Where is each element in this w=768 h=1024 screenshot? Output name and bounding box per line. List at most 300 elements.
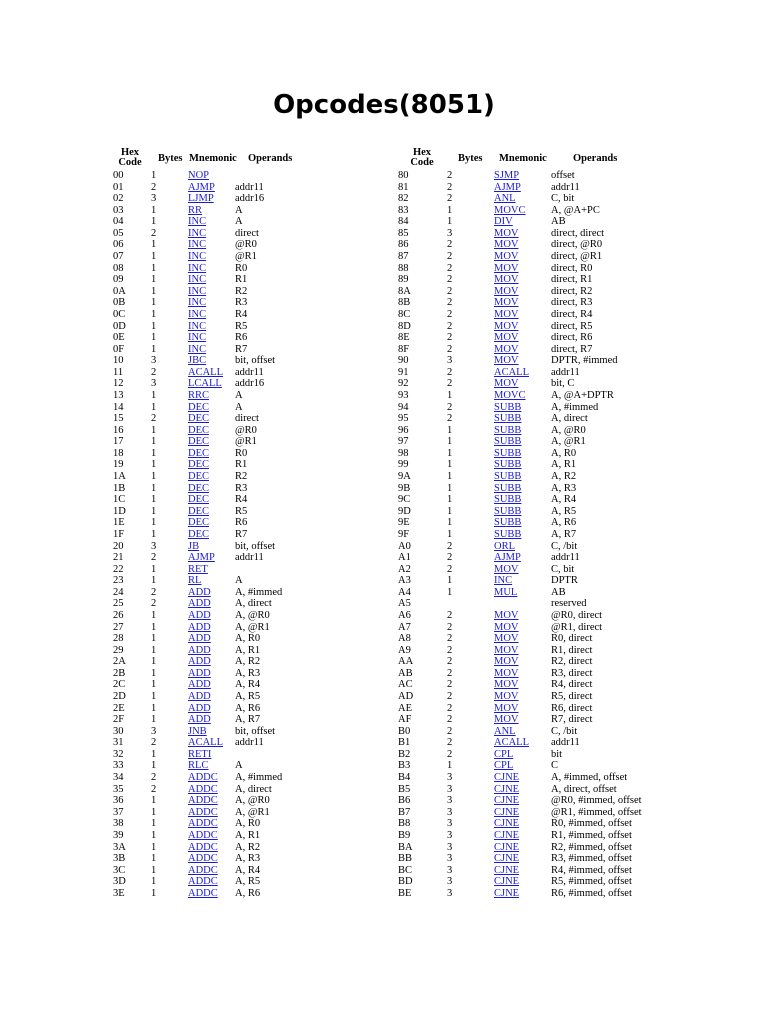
table-row [113, 575, 383, 587]
mnemonic-link[interactable]: DEC [188, 459, 209, 471]
mnemonic-link[interactable]: DEC [188, 517, 209, 529]
operands-cell: A, R0 [235, 633, 261, 645]
mnemonic-link[interactable]: MOV [494, 644, 519, 656]
hex-code-cell: 9E [398, 517, 410, 529]
operands-cell: R2, direct [551, 656, 593, 668]
table-row [113, 691, 383, 703]
mnemonic-link[interactable]: MOVC [494, 389, 526, 401]
mnemonic-link[interactable]: SUBB [494, 471, 522, 483]
table-row [113, 506, 383, 518]
table-row [113, 251, 383, 263]
bytes-cell: 1 [151, 714, 157, 726]
mnemonic-link[interactable]: MOV [494, 563, 519, 575]
operands-cell: @R0 [235, 239, 257, 251]
table-row [398, 390, 698, 402]
operands-cell: A [235, 575, 243, 587]
hex-code-cell: 9A [398, 471, 411, 483]
hex-code-cell: 17 [113, 436, 124, 448]
hex-code-cell: 02 [113, 193, 124, 205]
mnemonic-link[interactable]: ADDC [188, 806, 218, 818]
operands-cell: R6 [235, 517, 248, 529]
mnemonic-link[interactable]: INC [188, 274, 207, 286]
operands-cell: R5 [235, 505, 248, 517]
operands-cell: A, R5 [235, 876, 261, 888]
mnemonic-link[interactable]: ADDC [188, 795, 218, 807]
table-row [113, 448, 383, 460]
mnemonic-link[interactable]: JBC [188, 355, 207, 367]
mnemonic-link[interactable]: MOV [494, 656, 519, 668]
hex-code-cell: 87 [398, 251, 409, 263]
mnemonic-link[interactable]: MOV [494, 274, 519, 286]
table-row [398, 402, 698, 414]
bytes-cell: 2 [447, 297, 453, 309]
mnemonic-link[interactable]: MOVC [494, 204, 526, 216]
bytes-cell: 2 [447, 181, 453, 193]
mnemonic-link[interactable]: MOV [494, 332, 519, 344]
hex-code-cell: A0 [398, 540, 411, 552]
operands-cell: C, /bit [551, 540, 578, 552]
bytes-cell: 2 [151, 772, 157, 784]
hex-code-cell: 3A [113, 841, 126, 853]
hex-code-cell: 3D [113, 876, 126, 888]
mnemonic-link[interactable]: INC [188, 308, 207, 320]
operands-cell: A, R4 [235, 864, 261, 876]
mnemonic-link[interactable]: JNB [188, 725, 207, 737]
mnemonic-link[interactable]: AJMP [188, 181, 215, 193]
operands-cell: addr16 [235, 378, 265, 390]
hex-code-header [398, 148, 446, 168]
hex-code-cell: 0C [113, 308, 126, 320]
hex-code-cell: 9F [398, 528, 410, 540]
operands-cell: R1 [235, 459, 248, 471]
hex-code-cell: 38 [113, 818, 124, 830]
mnemonic-link[interactable]: CJNE [494, 829, 520, 841]
hex-code-cell: 8C [398, 308, 411, 320]
mnemonic-link[interactable]: CJNE [494, 783, 520, 795]
mnemonic-link[interactable]: MOV [494, 378, 519, 390]
mnemonic-link[interactable]: CJNE [494, 887, 520, 899]
mnemonic-link[interactable]: RETI [188, 748, 212, 760]
bytes-cell: 1 [151, 239, 157, 251]
operands-cell: A, R7 [551, 528, 577, 540]
mnemonic-link[interactable]: MUL [494, 586, 518, 598]
table-row [398, 842, 698, 854]
table-row [398, 471, 698, 483]
mnemonic-link[interactable]: DEC [188, 401, 209, 413]
mnemonic-link[interactable]: INC [188, 285, 207, 297]
hex-code-cell: 31 [113, 737, 124, 749]
mnemonic-link[interactable]: CJNE [494, 772, 520, 784]
hex-code-cell: 1E [113, 517, 125, 529]
hex-code-cell: 2E [113, 702, 125, 714]
hex-code-cell: 20 [113, 540, 124, 552]
bytes-cell: 1 [151, 436, 157, 448]
table-row [113, 459, 383, 471]
mnemonic-link[interactable]: ANL [494, 725, 516, 737]
mnemonic-link[interactable]: INC [188, 227, 207, 239]
table-row [113, 679, 383, 691]
mnemonic-link[interactable]: DEC [188, 413, 209, 425]
mnemonic-link[interactable]: MOV [494, 691, 519, 703]
hex-code-cell: BD [398, 876, 413, 888]
mnemonic-link[interactable]: SUBB [494, 447, 522, 459]
mnemonic-link[interactable]: ADD [188, 691, 211, 703]
hex-code-cell: 18 [113, 447, 124, 459]
operands-cell: R0 [235, 447, 248, 459]
mnemonic-link[interactable]: INC [188, 262, 207, 274]
bytes-cell: 1 [151, 459, 157, 471]
mnemonic-link[interactable]: MOV [494, 262, 519, 274]
operands-cell: DPTR, #immed [551, 355, 618, 367]
hex-code-cell: B0 [398, 725, 411, 737]
mnemonic-link[interactable]: MOV [494, 308, 519, 320]
bytes-cell: 2 [447, 714, 453, 726]
bytes-cell: 2 [447, 667, 453, 679]
bytes-cell: 1 [151, 424, 157, 436]
bytes-cell: 1 [151, 482, 157, 494]
bytes-cell: 3 [447, 227, 453, 239]
hex-code-header [113, 148, 147, 168]
bytes-cell: 1 [151, 818, 157, 830]
hex-code-cell: 1F [113, 528, 125, 540]
bytes-cell: 1 [151, 760, 157, 772]
mnemonic-link[interactable]: INC [188, 251, 207, 263]
operands-cell: @R1, direct [551, 621, 603, 633]
table-row [113, 297, 383, 309]
mnemonic-link[interactable]: LCALL [188, 378, 222, 390]
mnemonic-link[interactable]: AJMP [494, 552, 521, 564]
bytes-cell: 1 [151, 216, 157, 228]
mnemonic-link[interactable]: ADD [188, 621, 211, 633]
table-row [113, 760, 383, 772]
operands-cell: A, R2 [551, 471, 577, 483]
hex-code-cell: 8E [398, 332, 410, 344]
mnemonic-link[interactable]: ADDC [188, 887, 218, 899]
mnemonic-link[interactable]: MOV [494, 702, 519, 714]
mnemonic-link[interactable]: SUBB [494, 401, 522, 413]
table-row [398, 506, 698, 518]
mnemonic-link[interactable]: DEC [188, 424, 209, 436]
hex-code-cell: A6 [398, 609, 411, 621]
mnemonic-link[interactable]: ANL [494, 193, 516, 205]
table-row [113, 564, 383, 576]
mnemonic-link[interactable]: RRC [188, 389, 210, 401]
mnemonic-link[interactable]: DEC [188, 436, 209, 448]
hex-code-cell: 2F [113, 714, 125, 726]
operands-header: Operands [248, 153, 293, 164]
hex-header-line1: Hex [412, 147, 432, 158]
mnemonic-link[interactable]: ADDC [188, 876, 218, 888]
mnemonic-link[interactable]: SUBB [494, 459, 522, 471]
mnemonic-link[interactable]: INC [188, 216, 207, 228]
hex-code-cell: 04 [113, 216, 124, 228]
hex-code-cell: 9B [398, 482, 411, 494]
mnemonic-link[interactable]: ADD [188, 656, 211, 668]
mnemonic-link[interactable]: MOV [494, 343, 519, 355]
bytes-cell: 1 [447, 447, 453, 459]
table-row [113, 784, 383, 796]
bytes-cell: 2 [447, 320, 453, 332]
mnemonic-link[interactable]: ADD [188, 702, 211, 714]
bytes-cell: 3 [447, 887, 453, 899]
mnemonic-link[interactable]: ADD [188, 586, 211, 598]
mnemonic-link[interactable]: CJNE [494, 795, 520, 807]
mnemonic-link[interactable]: SUBB [494, 424, 522, 436]
bytes-cell: 2 [447, 262, 453, 274]
operands-cell: direct, R4 [551, 308, 593, 320]
bytes-cell: 2 [447, 540, 453, 552]
operands-cell: A, R6 [235, 702, 261, 714]
mnemonic-link[interactable]: ADDC [188, 841, 218, 853]
hex-code-cell: 99 [398, 459, 409, 471]
table-row [113, 853, 383, 865]
mnemonic-link[interactable]: DEC [188, 528, 209, 540]
bytes-cell: 2 [447, 621, 453, 633]
mnemonic-link[interactable]: LJMP [188, 193, 214, 205]
table-row [113, 541, 383, 553]
table-row [113, 274, 383, 286]
operands-cell: R0, #immed, offset [551, 818, 632, 830]
hex-header-line1: Hex [120, 147, 140, 158]
mnemonic-link[interactable]: SUBB [494, 482, 522, 494]
bytes-cell: 1 [151, 691, 157, 703]
table-row [398, 876, 698, 888]
operands-cell: addr11 [551, 181, 580, 193]
mnemonic-link[interactable]: INC [188, 343, 207, 355]
mnemonic-link[interactable]: SUBB [494, 528, 522, 540]
mnemonic-link[interactable]: MOV [494, 227, 519, 239]
hex-code-cell: A4 [398, 586, 411, 598]
table-row [113, 263, 383, 275]
bytes-cell: 1 [151, 702, 157, 714]
operands-cell: @R1 [235, 251, 257, 263]
bytes-cell: 2 [447, 691, 453, 703]
table-row [113, 876, 383, 888]
mnemonic-link[interactable]: ADDC [188, 818, 218, 830]
operands-cell: R3, direct [551, 667, 593, 679]
operands-cell: offset [551, 170, 575, 181]
mnemonic-link[interactable]: ADDC [188, 772, 218, 784]
bytes-cell: 2 [447, 170, 453, 181]
mnemonic-link[interactable]: RR [188, 204, 203, 216]
operands-cell: bit, offset [235, 725, 276, 737]
bytes-cell: 1 [151, 864, 157, 876]
bytes-cell: 3 [151, 355, 157, 367]
hex-code-cell: 07 [113, 251, 124, 263]
operands-cell: direct, R6 [551, 332, 593, 344]
operands-cell: bit, offset [235, 355, 276, 367]
mnemonic-link[interactable]: DEC [188, 471, 209, 483]
table-row [398, 888, 698, 900]
table-row [398, 193, 698, 205]
mnemonic-link[interactable]: NOP [188, 170, 210, 181]
bytes-cell: 1 [151, 806, 157, 818]
mnemonic-link[interactable]: SUBB [494, 436, 522, 448]
hex-code-cell: 33 [113, 760, 124, 772]
mnemonic-link[interactable]: DEC [188, 505, 209, 517]
operands-cell: R4, #immed, offset [551, 864, 632, 876]
hex-code-cell: AC [398, 679, 413, 691]
mnemonic-link[interactable]: CPL [494, 748, 514, 760]
table-row [398, 448, 698, 460]
mnemonic-link[interactable]: DEC [188, 494, 209, 506]
mnemonic-link[interactable]: RL [188, 575, 202, 587]
mnemonic-link[interactable]: MOV [494, 621, 519, 633]
table-row [398, 691, 698, 703]
mnemonic-link[interactable]: SUBB [494, 517, 522, 529]
mnemonic-link[interactable]: MOV [494, 679, 519, 691]
hex-code-cell: 05 [113, 227, 124, 239]
hex-code-cell: B3 [398, 760, 411, 772]
operands-cell: AB [551, 586, 566, 598]
mnemonic-link[interactable]: ACALL [494, 737, 529, 749]
mnemonic-link[interactable]: MOV [494, 714, 519, 726]
bytes-cell: 3 [151, 378, 157, 390]
hex-code-cell: 1C [113, 494, 126, 506]
bytes-cell: 1 [151, 876, 157, 888]
mnemonic-link[interactable]: ADD [188, 679, 211, 691]
operands-cell: addr11 [551, 737, 580, 749]
mnemonic-link[interactable]: CPL [494, 760, 514, 772]
table-row [113, 830, 383, 842]
table-header [398, 148, 698, 170]
operands-cell: direct [235, 227, 259, 239]
mnemonic-link[interactable]: SUBB [494, 413, 522, 425]
operands-cell: R7 [235, 343, 248, 355]
mnemonic-link[interactable]: JB [188, 540, 200, 552]
mnemonic-link[interactable]: ACALL [188, 737, 223, 749]
mnemonic-link[interactable]: AJMP [494, 181, 521, 193]
mnemonic-link[interactable]: DIV [494, 216, 513, 228]
mnemonic-link[interactable]: INC [188, 332, 207, 344]
hex-code-cell: 24 [113, 586, 124, 598]
operands-cell: A, R2 [235, 656, 261, 668]
mnemonic-link[interactable]: MOV [494, 285, 519, 297]
mnemonic-link[interactable]: MOV [494, 297, 519, 309]
operands-cell: bit, offset [235, 540, 276, 552]
mnemonic-link[interactable]: ACALL [188, 366, 223, 378]
mnemonic-link[interactable]: ORL [494, 540, 515, 552]
bytes-cell: 1 [151, 679, 157, 691]
mnemonic-link[interactable]: MOV [494, 633, 519, 645]
operands-cell: A, R0 [551, 447, 577, 459]
bytes-cell: 3 [447, 864, 453, 876]
bytes-cell: 3 [447, 876, 453, 888]
mnemonic-link[interactable]: ADDC [188, 853, 218, 865]
mnemonic-link[interactable]: INC [188, 297, 207, 309]
bytes-cell: 3 [447, 783, 453, 795]
mnemonic-link[interactable]: ADD [188, 609, 211, 621]
mnemonic-link[interactable]: ADD [188, 598, 211, 610]
mnemonic-link[interactable]: ACALL [494, 366, 529, 378]
mnemonic-link[interactable]: CJNE [494, 841, 520, 853]
bytes-cell: 1 [151, 332, 157, 344]
operands-header: Operands [573, 153, 618, 164]
mnemonic-link[interactable]: CJNE [494, 876, 520, 888]
operands-cell: A, #immed [235, 772, 283, 784]
table-row [113, 703, 383, 715]
mnemonic-link[interactable]: DEC [188, 447, 209, 459]
table-row [113, 355, 383, 367]
mnemonic-link[interactable]: CJNE [494, 818, 520, 830]
mnemonic-link[interactable]: INC [494, 575, 513, 587]
bytes-cell: 2 [151, 586, 157, 598]
bytes-cell: 1 [151, 795, 157, 807]
mnemonic-link[interactable]: MOV [494, 667, 519, 679]
hex-code-cell: 98 [398, 447, 409, 459]
table-row [113, 390, 383, 402]
operands-cell: direct, R1 [551, 274, 593, 286]
mnemonic-link[interactable]: SJMP [494, 170, 520, 181]
mnemonic-link[interactable]: RLC [188, 760, 209, 772]
table-row [398, 541, 698, 553]
mnemonic-link[interactable]: MOV [494, 239, 519, 251]
hex-code-cell: 97 [398, 436, 409, 448]
table-row [113, 622, 383, 634]
mnemonic-link[interactable]: ADDC [188, 783, 218, 795]
mnemonic-link[interactable]: CJNE [494, 864, 520, 876]
operands-cell: R2 [235, 471, 248, 483]
mnemonic-link[interactable]: DEC [188, 482, 209, 494]
operands-cell: C [551, 760, 559, 772]
table-row [398, 737, 698, 749]
hex-code-cell: 1A [113, 471, 126, 483]
mnemonic-link[interactable]: ADDC [188, 829, 218, 841]
mnemonic-link[interactable]: CJNE [494, 806, 520, 818]
operands-cell: A, @R0 [235, 795, 270, 807]
mnemonic-link[interactable]: ADDC [188, 864, 218, 876]
hex-code-cell: 11 [113, 366, 124, 378]
bytes-cell: 1 [151, 471, 157, 483]
hex-code-cell: 0F [113, 343, 125, 355]
mnemonic-link[interactable]: SUBB [494, 494, 522, 506]
operands-cell: R7, direct [551, 714, 593, 726]
mnemonic-link[interactable]: ADD [188, 714, 211, 726]
bytes-cell: 2 [151, 413, 157, 425]
hex-code-cell: 94 [398, 401, 409, 413]
bytes-cell: 2 [151, 598, 157, 610]
table-row [398, 529, 698, 541]
bytes-cell: 1 [447, 586, 453, 598]
hex-header-line2: Code [410, 157, 434, 168]
table-row [398, 818, 698, 830]
mnemonic-link[interactable]: INC [188, 320, 207, 332]
operands-cell: bit, C [551, 378, 575, 390]
mnemonic-link[interactable]: MOV [494, 320, 519, 332]
mnemonic-link[interactable]: CJNE [494, 853, 520, 865]
mnemonic-link[interactable]: INC [188, 239, 207, 251]
operands-cell: A [235, 401, 243, 413]
mnemonic-link[interactable]: RET [188, 563, 208, 575]
operands-cell: R0, direct [551, 633, 593, 645]
bytes-cell: 1 [151, 517, 157, 529]
mnemonic-link[interactable]: ADD [188, 667, 211, 679]
mnemonic-link[interactable]: MOV [494, 609, 519, 621]
mnemonic-link[interactable]: MOV [494, 355, 519, 367]
mnemonic-link[interactable]: MOV [494, 251, 519, 263]
hex-code-cell: B9 [398, 829, 411, 841]
mnemonic-link[interactable]: ADD [188, 633, 211, 645]
table-row [113, 471, 383, 483]
hex-code-cell: AD [398, 691, 414, 703]
operands-cell: R1 [235, 274, 248, 286]
table-row [398, 321, 698, 333]
bytes-cell: 1 [447, 482, 453, 494]
mnemonic-link[interactable]: SUBB [494, 505, 522, 517]
mnemonic-link[interactable]: ADD [188, 644, 211, 656]
mnemonic-link[interactable]: AJMP [188, 552, 215, 564]
hex-code-cell: 89 [398, 274, 409, 286]
